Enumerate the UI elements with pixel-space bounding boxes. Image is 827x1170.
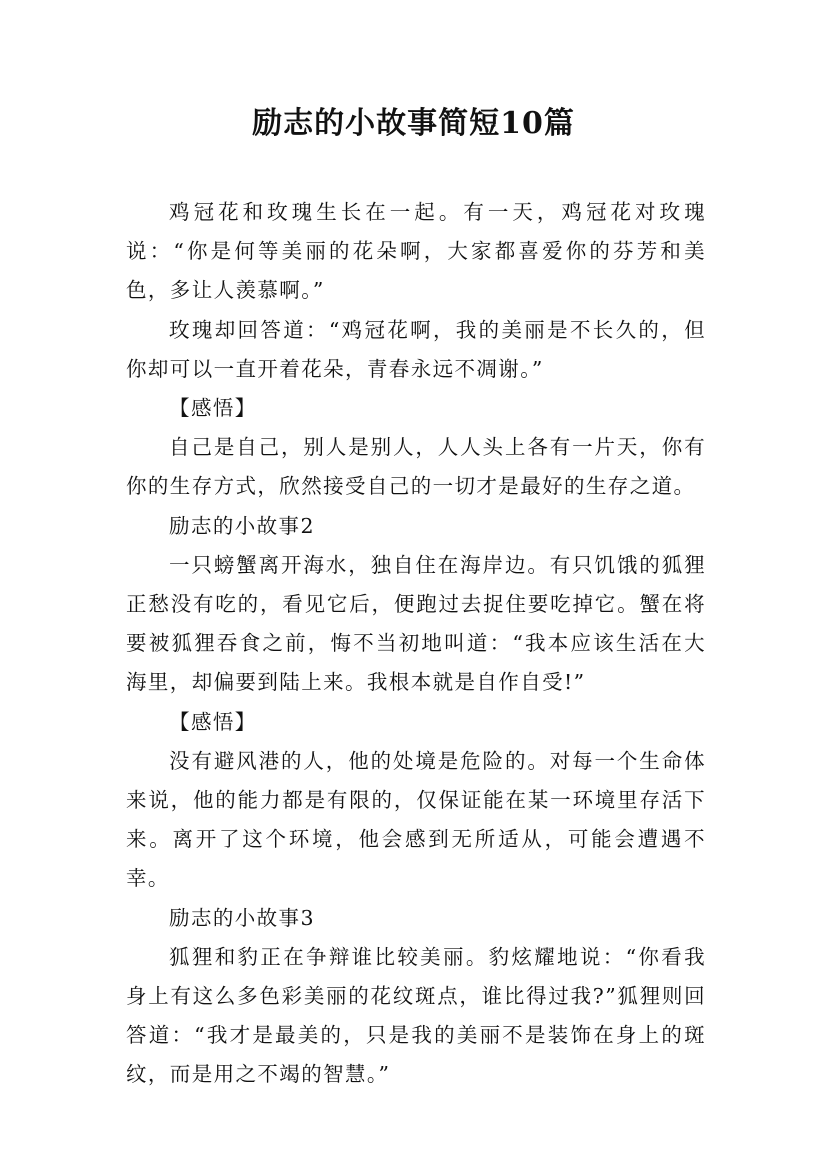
paragraph-story1-intro: 鸡冠花和玫瑰生长在一起。有一天，鸡冠花对玫瑰说：“你是何等美丽的花朵啊，大家都喜爱你的芬芳和美色，多让人羡慕啊。”	[126, 200, 706, 303]
story-heading-3: 励志的小故事3	[169, 905, 315, 930]
paragraph-story1-reply: 玫瑰却回答道：“鸡冠花啊，我的美丽是不长久的，但你却可以一直开着花朵，青春永远不凋谢。”	[126, 317, 706, 381]
document-body	[126, 193, 706, 1095]
paragraph-insight-1: 自己是自己，别人是别人，人人头上各有一片天，你有你的生存方式，欣然接受自己的一切才是最好的生存之道。	[126, 435, 706, 499]
document-title: 励志的小故事简短10篇	[252, 106, 575, 141]
insight-heading-1: 【感悟】	[169, 396, 257, 421]
paragraph-story3: 狐狸和豹正在争辩谁比较美丽。豹炫耀地说：“你看我身上有这么多色彩美丽的花纹斑点，谁比得过我?”狐狸则回答道：“我才是最美的，只是我的美丽不是装饰在身上的斑纹，而是用之不竭的智慧。”	[126, 944, 706, 1087]
paragraph-story2: 一只螃蟹离开海水，独自住在海岸边。有只饥饿的狐狸正愁没有吃的，看见它后，便跑过去捉住要吃掉它。蟹在将要被狐狸吞食之前，悔不当初地叫道：“我本应该生活在大海里，却偏要到陆上来。我根本就是自作自受!”	[126, 552, 706, 695]
paragraph-insight-2: 没有避风港的人，他的处境是危险的。对每一个生命体来说，他的能力都是有限的，仅保证能在某一环境里存活下来。离开了这个环境，他会感到无所适从，可能会遭遇不幸。	[126, 748, 706, 891]
insight-heading-2: 【感悟】	[169, 709, 257, 734]
story-heading-2: 励志的小故事2	[169, 513, 315, 538]
